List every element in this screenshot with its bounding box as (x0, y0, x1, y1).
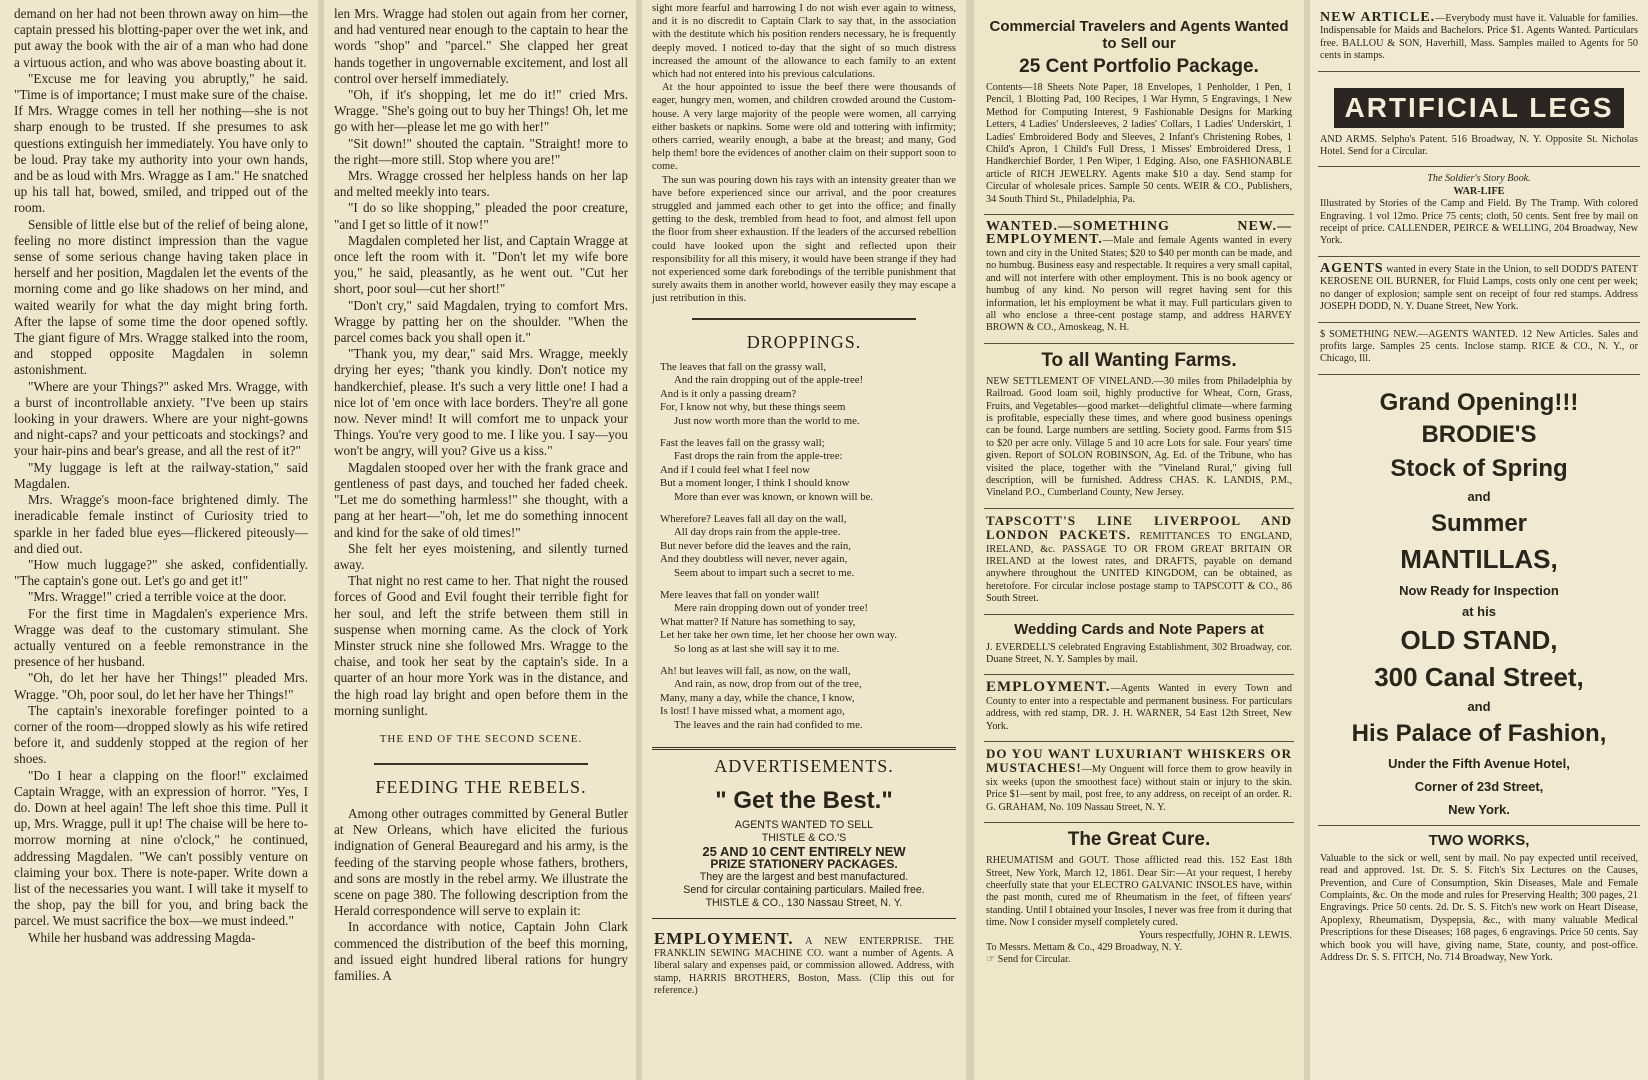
ad-subtitle: 25 Cent Portfolio Package. (1019, 56, 1259, 77)
ad-kicker: The Soldier's Story Book. (1427, 173, 1531, 185)
war-life-ad (1318, 167, 1640, 256)
poem-line: And the rain dropping out of the apple-tree! (674, 374, 864, 387)
ad-line: Send for circular containing particulars. Mailed free. (683, 883, 925, 896)
ad-lead: EMPLOYMENT. (986, 679, 1111, 696)
scene-end-label: THE END OF THE SECOND SCENE. (379, 732, 583, 745)
ad-title: To all Wanting Farms. (1041, 349, 1237, 371)
divider (652, 918, 956, 919)
poem-line: And if I could feel what I feel now (660, 463, 810, 476)
ad-line: They are the largest and best manufactured. (699, 870, 909, 883)
advertisements-heading: ADVERTISEMENTS. (714, 755, 894, 776)
story-paragraph: demand on her had not been thrown away on him—the captain pressed his blotting-paper over the wet ink, and put away the book with the air of a man who had done a virtuous action, and who was above boasting about it. (14, 6, 308, 70)
ad-line: THISTLE & CO.'S (761, 831, 847, 844)
story-paragraph: "Mrs. Wragge!" cried a terrible voice at the door. (28, 589, 287, 605)
poem-line: Wherefore? Leaves fall all day on the wall, (660, 512, 847, 525)
artificial-legs-ad (1318, 72, 1640, 168)
ad-note: ☞ Send for Circular. (986, 954, 1071, 966)
poem-line: What matter? If Nature has something to say, (660, 615, 856, 628)
ad-lead: AGENTS (1320, 260, 1384, 276)
poem-line: The leaves that fall on the grassy wall, (660, 360, 827, 373)
ad-lead: NEW ARTICLE. (1320, 10, 1436, 25)
ad-body: Illustrated by Stories of the Camp and Field. By The Tramp. With colored Engraving. 1 vol 12mo. Price 75 cents; cloth, 50 cents. Sent free by mail on receipt of price. CALLENDER, PEIRCE & WELLING, 204 Broadway, New York. (1320, 198, 1638, 247)
ad-body: wanted in every State in the Union, to sell DODD'S PATENT KEROSENE OIL BURNER, for Fluid Lamps, costs only one cent per week; no danger of explosion; sample sent on receipt of four red stamps. Address JOSEPH DODD, N. Y. Duane Street, New York. (1320, 263, 1638, 313)
story-paragraph: "Oh, if it's shopping, let me do it!" cried Mrs. Wragge. "She's going out to buy her Things! Oh, let me go with her—please let me go with her!" (334, 87, 628, 135)
story-paragraph: "Oh, do let her have her Things!" pleaded Mrs. Wragge. "Oh, poor soul, do let her have her Things!" (14, 670, 308, 702)
brodie-mantillas-ad (1318, 375, 1640, 826)
poem-title: DROPPINGS. (746, 331, 862, 352)
column-story-part-2 (324, 0, 636, 1080)
ad-title: Wedding Cards and Note Papers at (1014, 620, 1264, 638)
poem-stanza (660, 513, 956, 581)
column-story-part-1 (0, 0, 318, 1080)
story-paragraph: "Thank you, my dear," said Mrs. Wragge, meekly drying her eyes; "thank you kindly. Don't notice my handkerchief, please. It's such a very little one! I had a nice lot of 'em once with lace borders. They're all gone now. Never mind! It will comfort me to unpack your Things. You're very good to me. I like you. I say—you won't be angry, will you? Give us a kiss." (334, 346, 628, 459)
story-paragraph: "Do I hear a clapping on the floor!" exclaimed Captain Wragge, with an expression of horror. "Yes, I do. Down at heel again! The left shoe this time. Pull it up, Mrs. Wragge, pull it up! The chaise will be here to-morrow morning at nine o'clock," he continued, addressing Magdalen. "We can't possibly venture on claiming your box. There is note-paper. Write down a list of the necessaries you want. I will take it myself to the shop, pay the bill for you, and bring back the parcel. We must sacrifice the box—we must indeed." (14, 767, 308, 929)
ad-lead: EMPLOYMENT. (654, 928, 794, 948)
ad-headline: Grand Opening!!! (1379, 388, 1579, 416)
ad-body: Contents—18 Sheets Note Paper, 18 Envelopes, 1 Penholder, 1 Pen, 1 Pencil, 1 Blotting Pad, 100 Recipes, 1 War Hymn, 5 Engravings, 1 New Method for Computing Interest, 9 Fashionable Designs for Marking Letters, 4 Ladies' Undersleeves, 2 ladies' Collars, 1 Ladies' Underskirt, 1 Ladies' Embroidered Body and Sleeves, 2 Infant's Christening Robes, 1 Child's Apron, 1 Child's Full Dress, 1 Misses' Embroidered Dress, 1 Handkerchief Border, 1 Pen Wiper, 1 Edging. Also, one FASHIONABLE article of RICH JEWELRY. Agents make $10 a day. Send stamp for Circular of wholesale prices. Sample 50 cents. WEIR & CO., Publishers, 34 South Third St., Philadelphia, Pa. (986, 82, 1292, 205)
ad-lead: TAPSCOTT'S LINE LIVERPOOL AND LONDON PACKETS. (986, 512, 1292, 543)
whiskers-ad (984, 742, 1294, 823)
ad-body: $ SOMETHING NEW.—AGENTS WANTED. 12 New Articles. Sales and profits large. Samples 25 cents. Inclose stamp. RICE & CO., N. Y., or Chicago, Ill. (1320, 328, 1638, 365)
poem-line: Many, many a day, while the chance, I know, (660, 691, 855, 704)
story-paragraph: "Excuse me for leaving you abruptly," he said. "Time is of importance; I must make sure of the chaise. If Mrs. Wragge comes in tell her nothing—she is not sharp enough to be trusted. If she presumes to ask questions extinguish her immediately. You have only to be loud. Pray take my authority into your own hands, and be as loud with Mrs. Wragge as I am." He snatched up his tall hat, bowed, smiled, and tripped out of the room. (14, 70, 308, 216)
story-paragraph: That night no rest came to her. That night the roused forces of Good and Evil fought their terrible fight for her soul, and left the strife between them still in suspense when morning came. As the clock of York Minster struck nine she followed Mrs. Wragge to the chaise, and took her seat by the captain's side. In a quarter of an hour more York was in the distance, and the high road lay bright and open before them in the morning sunlight. (334, 573, 628, 718)
ad-line: New York. (1448, 801, 1510, 817)
poem-line: So long as at last she will say it to me. (674, 642, 840, 655)
ad-body: AND ARMS. Selpho's Patent. 516 Broadway, N. Y. Opposite St. Nicholas Hotel. Send for a Circular. (1320, 133, 1638, 158)
article-paragraph: At the hour appointed to issue the beef there were thousands of eager, hungry men, women, and children crowded around the Custom-house. A very large majority of the people were women, all carrying either baskets or napkins. Some were old and tottering with infirmity; others carried, wearily enough, a babe at the breast; and many, God help them! bore the evidences of another claim on their support soon to come. (652, 82, 956, 173)
poem-stanza (660, 361, 956, 429)
ad-line: OLD STAND, (1400, 624, 1558, 655)
ad-line: Corner of 23d Street, (1414, 778, 1544, 794)
article-continuation (652, 2, 956, 306)
story-paragraph: Mrs. Wragge's moon-face brightened dimly. The ineradicable female instinct of Curiosity tried to sparkle in her faded blue eyes—flickered piteously—and died out. (14, 492, 308, 556)
ad-line: AGENTS WANTED TO SELL (734, 818, 874, 831)
story-paragraph: "Where are your Things?" asked Mrs. Wragge, with a burst of incontrollable anxiety. "I've been up stairs looking in your drawers. Where are your night-gowns and night-caps? and your petticoats and stockings? and your hair-pins and bear's grease, and all the rest of it?" (14, 378, 308, 459)
story-paragraph: Sensible of little else but of the relief of being alone, feeling no more distinct impression than the vague sense of some serious change having taken place in herself and her position, Magdalen let the events of the morning come and go like shadows on her mind, and waited wearily for what the day might bring forth. After the lapse of some time the door opened softly. The giant figure of Mrs. Wragge stalked into the room, and stopped opposite Magdalen in solemn astonishment. (14, 216, 308, 378)
get-the-best-ad (652, 787, 956, 910)
ad-line: 300 Canal Street, (1374, 661, 1584, 692)
ad-body: —Agents Wanted in every Town and County to enter into a respectable and permanent business. For particulars address, with red stamp, DR. J. H. WARNER, 54 East 12th Street, New York. (986, 683, 1292, 732)
divider (374, 763, 588, 765)
ad-headline: " Get the Best." (715, 786, 893, 814)
poem-line: And rain, as now, drop from out of the tree, (674, 678, 862, 691)
poem-line: Mere rain dropping down out of yonder tree! (674, 602, 868, 615)
poem-line: And they doubtless will never, never again, (660, 553, 848, 566)
article-paragraph: The sun was pouring down his rays with an intensity greater than we have before experienced since our arrival, and the poor creatures struggled and jammed each other to get into the office; and finally getting to the desk, trembled from head to foot, and almost fell upon the floor from sheer exhaustion. If the leaders of the accursed rebellion could have looked upon the sight and reflected upon their responsibility for all this misery, it would have been strange if they had not experienced some dark forebodings of the terrible punishment that surely awaits them in another world, however easily they may escape a just retribution in this. (652, 174, 956, 305)
story-paragraph: "How much luggage?" she asked, confidentially. "The captain's gone out. Let's go and get it!" (14, 556, 308, 589)
story-paragraph: "My luggage is left at the railway-station," said Magdalen. (14, 459, 308, 491)
ad-title: TWO WORKS, (1428, 831, 1530, 849)
section-title: FEEDING THE REBELS. (375, 776, 587, 797)
ad-title: The Great Cure. (1067, 829, 1211, 851)
poem-stanza (660, 437, 956, 505)
column-article-poem-ads (642, 0, 966, 1080)
article-paragraph: sight more fearful and harrowing I do not wish ever again to witness, and it is no discredit to Captain Clark to say that, in the association with the destitute which his position renders necessary, he is frequently deeply moved. I noticed to-day that the sight of so much distress increased the amount of the allowance to each family to an extent which had not entered into his previous calculations. (652, 3, 956, 81)
ad-address: To Messrs. Mettam & Co., 429 Broadway, N. Y. (986, 941, 1183, 953)
employment-ad (652, 927, 956, 1006)
ad-body: —Everybody must have it. Valuable for families. Indispensable for Maids and Bachelors. Price $1. Agents Wanted. Particulars free. BALLOU & SON, Haverhill, Mass. Samples mailed to Agents for 50 cents in stamps. (1320, 13, 1638, 62)
ad-line: 25 AND 10 CENT ENTIRELY NEW (702, 843, 906, 859)
divider (652, 747, 956, 750)
ad-body: RHEUMATISM and GOUT. Those afflicted read this. 152 East 18th Street, New York, March 12, 1861. Dear Sir:—At your request, I hereby cheerfully state that your ELECTRO GALVANIC INSOLES have, within the past month, cured me of Rheumatism in the feet, of fifteen years' standing. Until I obtained your Insoles, I never was free from it during that time. Now I consider myself completely cured. (986, 855, 1292, 929)
two-works-ad (1318, 826, 1640, 973)
ad-line: at his (1462, 603, 1496, 619)
poem-line: Fast drops the rain from the apple-tree: (674, 450, 843, 463)
story-paragraph: For the first time in Magdalen's experience Mrs. Wragge was deaf to the customary stimulant. She actually ventured on a feeble remonstrance in the presence of her husband. (14, 605, 308, 670)
something-new-ad (984, 215, 1294, 344)
ad-line: MANTILLAS, (1400, 543, 1558, 574)
story-paragraph: "I do so like shopping," pleaded the poor creature, "and I get so little of it now!" (334, 200, 628, 232)
ad-body: J. EVERDELL'S celebrated Engraving Establishment, 302 Broadway, cor. Duane Street, N. Y. Samples by mail. (986, 641, 1292, 666)
ad-banner: ARTIFICIAL LEGS (1334, 88, 1624, 128)
poem-line: Fast the leaves fall on the grassy wall; (660, 436, 825, 449)
story-paragraph: Magdalen stooped over her with the frank grace and gentleness of past days, and touched her faded cheek. "Let me do something harmless!" she thought, with a pang at her heart—"oh, let me do something innocent and kind for the sake of old times!" (334, 459, 628, 540)
poem-line: For, I know not why, but these things seem (660, 401, 846, 414)
ad-line: PRIZE STATIONERY PACKAGES. (710, 856, 898, 871)
ad-line: Now Ready for Inspection (1399, 582, 1559, 598)
ad-line: Under the Fifth Avenue Hotel, (1388, 755, 1570, 771)
poem-line: Mere leaves that fall on yonder wall! (660, 588, 820, 601)
poem-line: And is it only a passing dream? (660, 387, 797, 400)
poem-line: Is lost! I have missed what, a moment ago, (660, 705, 845, 718)
poem-line: All day drops rain from the apple-tree. (674, 526, 841, 539)
poem-line: The leaves and the rain had confided to me. (674, 718, 863, 731)
ad-body: Valuable to the sick or well, sent by mail. No pay expected until received, read and approved. 1st. Dr. S. S. Fitch's Six Lectures on the Causes, Prevention, and Cure of Consumption, Skin Diseases, Male and Female Complaints, &c. On the mode and rules for Preserving Health; 300 pages, 21 Engravings. Price 50 cents. 2d. Dr. S. S. Fitch's new work on Heart Disease, Apoplexy, Rheumatism, Dyspepsia, &c., with many valuable Medical Prescriptions for these Diseases; 168 pages, 6 engravings. Price 50 cents. Say which book you will have, giving name, State, county, and post-office. Address Dr. S. S. FITCH, No. 714 Broadway, New York. (1320, 852, 1638, 963)
ad-line: BRODIE'S (1421, 420, 1537, 448)
poem-line: Just now worth more than the world to me. (674, 415, 860, 428)
ad-title: Commercial Travelers and Agents Wanted to Sell our (989, 18, 1289, 52)
ad-body: —My Onguent will force them to grow heavily in six weeks (upon the smoothest face) without stain or injury to the skin. Price $1—sent by mail, post free, to any address, on receipt of an order. R. G. GRAHAM, No. 109 Nassau Street, N. Y. (986, 764, 1292, 813)
column-advertisements-2 (1310, 0, 1648, 1080)
article-paragraph: In accordance with notice, Captain John Clark commenced the distribution of the beef this morning, and issued eight hundred liberal rations for hungry families. A (334, 919, 628, 983)
story-paragraph: "Sit down!" shouted the captain. "Straight! more to the right—more still. Stop where you are!" (334, 135, 628, 167)
great-cure-ad (984, 823, 1294, 975)
story-paragraph: The captain's inexorable forefinger pointed to a corner of the room—dropped slowly as his wife retired before it, and suddenly stopped at the region of her shoes. (14, 702, 308, 767)
tapscott-line-ad (984, 509, 1294, 615)
ad-title: WAR-LIFE (1453, 185, 1505, 197)
divider (692, 318, 916, 320)
story-paragraph: Magdalen completed her list, and Captain Wragge at once left the room with it. "Don't let my wife bore you," he said, pleasantly, as he went out. "Cut her short, poor soul—cut her short!" (334, 232, 628, 297)
ad-line: Stock of Spring (1390, 454, 1568, 482)
story-paragraph: "Don't cry," said Magdalen, trying to comfort Mrs. Wragge by patting her on the shoulder. "When the parcel comes back you shall open it." (334, 297, 628, 346)
ad-body: —Male and female Agents wanted in every town and city in the United States; $20 to $40 per month can be made, and no humbug. Business easy and respectable. It requires a very small capital, and will not interfere with other employment. This is no book agency or humbug of any kind. No person will regret having sent for this information, let his employment be what it may. Full particulars given to all who enclose a three-cent postage stamp, and address HARVEY BROWN & CO., Amoskeag, N. H. (986, 235, 1292, 334)
story-paragraph: len Mrs. Wragge had stolen out again from her corner, and had ventured near enough to the captain to hear the words "shop" and "parcel." She clapped her great hands together in ungovernable excitement, and lost all control over herself immediately. (334, 6, 628, 86)
ad-line: Summer (1430, 509, 1528, 537)
story-paragraph: She felt her eyes moistening, and silently turned away. (334, 540, 628, 572)
poem-line: More than ever was known, or known will be. (674, 491, 874, 504)
vineland-farms-ad (984, 344, 1294, 509)
poem-stanza (660, 665, 956, 733)
poem-stanza (660, 589, 956, 657)
ad-body: A NEW ENTERPRISE. THE FRANKLIN SEWING MACHINE CO. want a number of Agents. A liberal salary and expenses paid, or commission allowed. Address, with stamp, HARRIS BROTHERS, Boston, Mass. (Clip this out for reference.) (654, 935, 954, 997)
ad-signature: Yours respectfully, JOHN R. LEWIS. (1138, 929, 1292, 941)
poem-line: Seem about to impart such a secret to me. (674, 566, 855, 579)
ad-line: and (1467, 488, 1491, 504)
ad-body: REMITTANCES TO ENGLAND, IRELAND, &c. PASSAGE TO OR FROM GREAT BRITAIN OR IRELAND at the lowest rates, and DRAFTS, payable on demand anywhere throughout the UNITED KINGDOM, can be obtained, as heretofore. For circular inclose postage stamp to TAPSCOTT & CO., 86 South Street. (986, 531, 1292, 605)
ad-line: His Palace of Fashion, (1351, 719, 1607, 747)
poem-line: Ah! but leaves will fall, as now, on the wall, (660, 664, 851, 677)
story-paragraph: While her husband was addressing Magda- (28, 929, 256, 945)
column-advertisements-1 (974, 0, 1304, 1080)
ad-lead: DO YOU WANT LUXURIANT WHISKERS OR MUSTACHES! (986, 746, 1292, 776)
poem-line: But a moment longer, I think I should know (660, 477, 850, 490)
ad-lead: WANTED.—SOMETHING NEW.—EMPLOYMENT. (986, 219, 1292, 248)
story-paragraph: Mrs. Wragge crossed her helpless hands on her lap and melted meekly into tears. (334, 168, 628, 200)
poem-line: But never before did the leaves and the rain, (660, 539, 851, 552)
portfolio-package-ad (984, 12, 1294, 215)
ad-line: and (1467, 698, 1491, 714)
employment-warner-ad (984, 675, 1294, 742)
ad-line: THISTLE & CO., 130 Nassau Street, N. Y. (705, 896, 903, 909)
article-paragraph: Among other outrages committed by General Butler at New Orleans, which have elicited the furious indignation of General Beauregard and his army, is the feeding of the starving people whose fathers, brothers, and sons are mostly in the rebel army. We illustrate the scene on page 380. The following description from the Herald correspondence will serve to explain it: (334, 805, 628, 919)
something-new-agents-ad (1318, 323, 1640, 375)
wedding-cards-ad (984, 615, 1294, 676)
agents-burner-ad (1318, 257, 1640, 323)
poem-line: Let her take her own time, let her choose her own way. (660, 629, 898, 642)
new-article-ad (1318, 6, 1640, 72)
ad-body: NEW SETTLEMENT OF VINELAND.—30 miles from Philadelphia by Railroad. Good loam soil, highly productive for Wheat, Corn, Grass, Fruits, and Vegetables—good market—delightful climate—where farming is profitable, especially these times, and where good business openings can be found. Large numbers are settling. Society good. Farms from $15 to $20 per acre only. Village 5 and 10 acre Lots for sale. Four years' time given. Report of SOLON ROBINSON, Ag. Ed. of the Tribune, who has visited the place, together with the "Vineland Rural," giving full description, will be furnished. Address CHAS. K. LANDIS, P.M., Vineland P.O., Cumberland County, New Jersey. (986, 375, 1292, 499)
